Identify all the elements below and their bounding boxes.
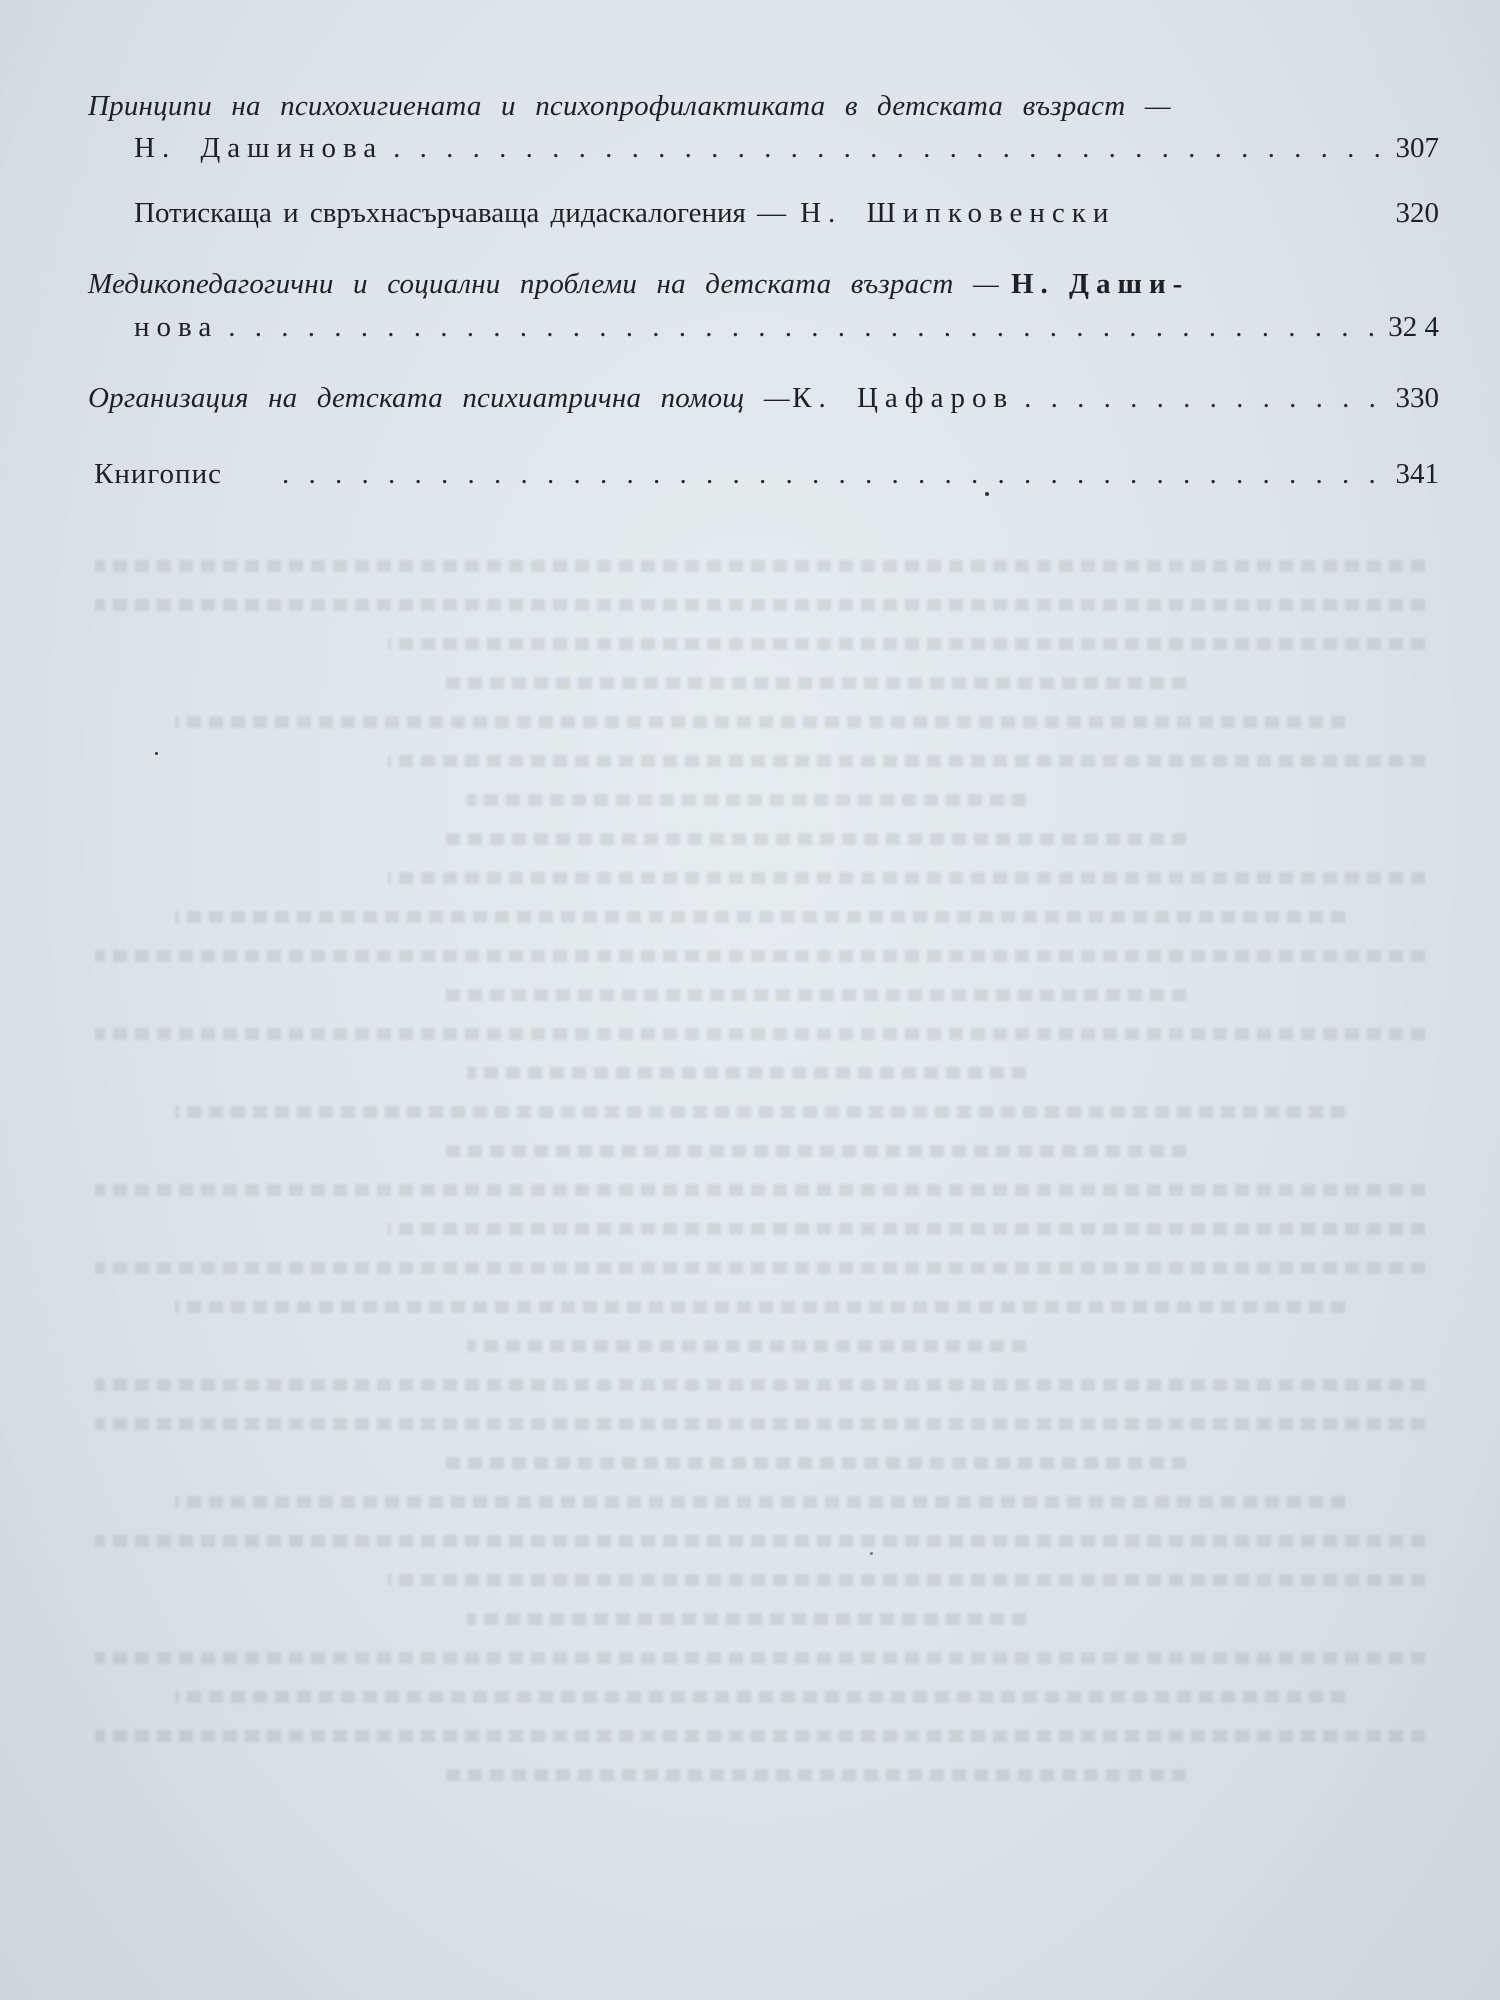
toc-entry-title: Потискаща и свръхнасърчаваща дидаскалогения — bbox=[134, 197, 787, 229]
toc-entry-title: Принципи на психохигиената и психопрофилактиката в детската възраст — bbox=[88, 90, 1171, 122]
paper-speck bbox=[155, 752, 158, 755]
toc-entry-author: Н. Шипковенски bbox=[800, 197, 1116, 229]
toc-page-number: 307 bbox=[1395, 132, 1439, 164]
toc-entry-author: Н. Дашинова bbox=[134, 132, 384, 164]
toc-entry-4-line bbox=[88, 380, 1439, 416]
toc-entry-author: К. Цафаров bbox=[792, 382, 1015, 414]
toc-entry-5-line bbox=[94, 456, 1439, 492]
leader-dots bbox=[282, 456, 1386, 492]
toc-entry-3-title-line bbox=[88, 266, 1439, 302]
toc-entry-title: Организация на детската психиатрична помощ — bbox=[88, 382, 790, 414]
leader-dots bbox=[228, 309, 1378, 345]
toc-entry-1-title-line bbox=[88, 88, 1171, 124]
toc-entry-author: Н. Даши- bbox=[1010, 268, 1190, 300]
toc-page-number: 341 bbox=[1395, 458, 1439, 490]
toc-page-number: 330 bbox=[1395, 382, 1439, 414]
leader-dots bbox=[1024, 380, 1385, 416]
toc-entry-1-author-line bbox=[134, 130, 1439, 166]
toc-entry-3-author-line bbox=[134, 309, 1439, 345]
toc-page-number: 320 bbox=[1395, 197, 1439, 229]
toc-entry-title: Медикопедагогични и социални проблеми на детската възраст — bbox=[88, 268, 999, 300]
paper-speck bbox=[870, 1552, 873, 1555]
leader-dots bbox=[393, 130, 1385, 166]
paper-speck bbox=[985, 492, 989, 496]
toc-entry-2-line bbox=[134, 195, 1439, 231]
toc-page-number: 32 4 bbox=[1388, 311, 1439, 343]
toc-entry-author-continued: нова bbox=[134, 311, 219, 343]
toc-entry-title: Книгопис bbox=[94, 458, 222, 490]
bleed-through-texture bbox=[95, 560, 1425, 1890]
